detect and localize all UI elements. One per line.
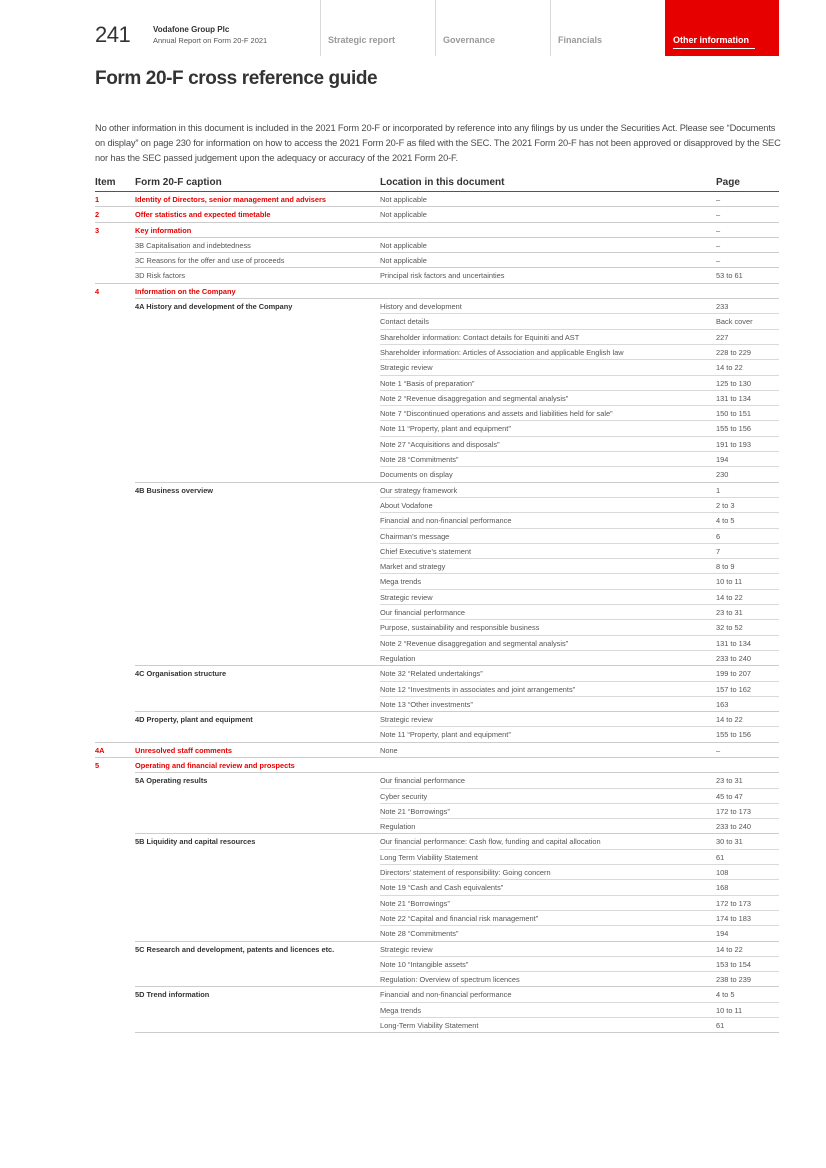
row-location: Regulation [380,822,416,832]
row-page: 157 to 162 [716,684,751,694]
row-page: 228 to 229 [716,347,751,357]
row-location: Note 32 “Related undertakings” [380,669,483,679]
row-caption: 3C Reasons for the offer and use of proceeds [135,256,285,266]
row-page: 153 to 154 [716,959,751,969]
row-page: 14 to 22 [716,715,743,725]
table-row [95,666,779,681]
table-header [95,176,779,192]
row-page: – [716,745,721,755]
row-page: 131 to 134 [716,638,751,648]
header-divider [320,0,321,56]
row-page: 233 to 240 [716,653,751,663]
row-location: Note 10 “Intangible assets” [380,959,469,969]
table-row [95,758,779,773]
table-row [95,682,779,697]
row-location: Note 21 “Borrowings” [380,806,450,816]
row-page: 8 to 9 [716,562,735,572]
row-page: 168 [716,883,729,893]
table-row [95,314,779,329]
row-item-number: 4 [95,286,100,296]
row-page: 238 to 239 [716,975,751,985]
table-row [95,590,779,605]
row-page: 14 to 22 [716,592,743,602]
table-row [95,284,779,299]
table-row [95,544,779,559]
header-item: Item [95,177,116,188]
row-location: Long Term Viability Statement [380,852,478,862]
tab-other-information[interactable] [665,0,779,56]
row-caption: 4A History and development of the Company [135,302,293,312]
tab-other-information-label: Other information [673,35,749,45]
row-location: Mega trends [380,1005,422,1015]
table-row [95,467,779,482]
row-page: 10 to 11 [716,577,743,587]
table-row [95,360,779,375]
row-page: 10 to 11 [716,1005,743,1015]
row-item-number: 4A [95,745,105,755]
table-row [95,865,779,880]
row-location: Not applicable [380,256,427,266]
table-row [95,345,779,360]
row-page: 61 [716,1021,725,1031]
table-row [95,987,779,1002]
row-page: 53 to 61 [716,271,743,281]
table-row [95,957,779,972]
row-page: 155 to 156 [716,730,751,740]
row-location: Note 11 “Property, plant and equipment” [380,424,511,434]
tab-strategic-report[interactable]: Strategic report [328,35,396,45]
row-page: 199 to 207 [716,669,751,679]
table-row [95,498,779,513]
row-location: Shareholder information: Articles of Association and applicable English law [380,347,624,357]
row-caption: 4C Organisation structure [135,669,227,679]
row-location: Chairman’s message [380,531,450,541]
row-caption: 5A Operating results [135,776,208,786]
row-page: 150 to 151 [716,409,751,419]
row-caption: Unresolved staff comments [135,745,232,755]
row-page: 1 [716,485,721,495]
row-location: Our financial performance: Cash flow, funding and capital allocation [380,837,601,847]
row-caption: 4D Property, plant and equipment [135,715,253,725]
table-row [95,223,779,238]
table-row [95,850,779,865]
table-row [95,574,779,589]
table-row [95,697,779,712]
table-row [95,391,779,406]
active-tab-underline [673,48,755,49]
row-location: Our financial performance [380,608,466,618]
row-location: Strategic review [380,592,433,602]
row-page: 233 [716,302,729,312]
row-page: 61 [716,852,725,862]
row-page: 6 [716,531,721,541]
table-row [95,804,779,819]
row-location: Note 28 “Commitments” [380,929,459,939]
row-divider [135,1032,779,1033]
row-location: Note 7 “Discontinued operations and assets and liabilities held for sale” [380,409,613,419]
table-row [95,743,779,758]
row-item-number: 2 [95,210,100,220]
table-row [95,437,779,452]
table-row [95,636,779,651]
row-page: 125 to 130 [716,378,751,388]
table-row [95,651,779,666]
table-row [95,238,779,253]
row-page: 191 to 193 [716,439,751,449]
row-location: Note 21 “Borrowings” [380,898,450,908]
table-row [95,620,779,635]
row-location: Note 11 “Property, plant and equipment” [380,730,511,740]
row-location: Contact details [380,317,429,327]
row-caption: Offer statistics and expected timetable [135,210,271,220]
row-page: 7 [716,546,721,556]
row-location: Not applicable [380,210,427,220]
table-row [95,559,779,574]
table-row [95,330,779,345]
row-caption: Identity of Directors, senior management and advisers [135,195,326,204]
row-caption: 5C Research and development, patents and licences etc. [135,944,335,954]
row-page: 23 to 31 [716,608,743,618]
table-row [95,253,779,268]
page-title: Form 20-F cross reference guide [95,68,378,89]
row-page: 172 to 173 [716,898,751,908]
header-divider [435,0,436,56]
row-page: – [716,210,721,220]
table-row [95,192,779,207]
row-page: – [716,240,721,250]
row-caption: Key information [135,225,192,235]
row-caption: Information on the Company [135,286,236,296]
table-row [95,773,779,788]
table-row [95,421,779,436]
row-caption: 4B Business overview [135,485,214,495]
row-location: Note 1 “Basis of preparation” [380,378,475,388]
row-location: Note 12 “Investments in associates and joint arrangements” [380,684,576,694]
row-location: Not applicable [380,240,427,250]
row-location: Mega trends [380,577,422,587]
row-page: 194 [716,929,729,939]
row-caption: 5D Trend information [135,990,210,1000]
row-page: 30 to 31 [716,837,743,847]
row-location: History and development [380,302,462,312]
row-location: Long-Term Viability Statement [380,1021,479,1031]
table-row [95,896,779,911]
table-row [95,727,779,742]
table-row [95,299,779,314]
intro-paragraph: No other information in this document is included in the 2021 Form 20-F or incorporated by reference into any filings by us under the Securities Act. Please see “Documents on display” on page 230 for information on how to access the 2021 Form 20-F as filed with the SEC. The 2021 Form 20-F has not been approved or disapproved by the SEC nor has the SEC passed judgement upon the adequacy or accuracy of the 2021 Form 20-F. [95,123,781,163]
row-page: 155 to 156 [716,424,751,434]
row-page: 23 to 31 [716,776,743,786]
row-location: Note 13 “Other investments” [380,699,473,709]
header-location: Location in this document [380,177,505,188]
row-caption: 3B Capitalisation and indebtedness [135,240,251,250]
row-location: Note 19 “Cash and Cash equivalents” [380,883,504,893]
row-caption: 5B Liquidity and capital resources [135,837,256,847]
row-location: Regulation: Overview of spectrum licences [380,975,520,985]
page-header [0,0,826,56]
tab-financials[interactable]: Financials [558,35,603,45]
row-location: Note 27 “Acquisitions and disposals” [380,439,500,449]
row-location: Strategic review [380,363,433,373]
row-location: Regulation [380,653,416,663]
row-location: Strategic review [380,715,433,725]
table-row [95,268,779,283]
row-location: Principal risk factors and uncertainties [380,271,505,281]
row-location: Chief Executive’s statement [380,546,472,556]
row-location: Note 2 “Revenue disaggregation and segmental analysis” [380,393,569,403]
row-location: Cyber security [380,791,428,801]
row-location: Shareholder information: Contact details for Equiniti and AST [380,332,580,342]
row-caption: 3D Risk factors [135,271,186,281]
row-page: – [716,225,721,235]
table-row [95,819,779,834]
row-location: Financial and non-financial performance [380,516,512,526]
row-item-number: 5 [95,760,100,770]
table-row [95,1018,779,1033]
row-page: 14 to 22 [716,363,743,373]
row-page: 174 to 183 [716,913,751,923]
row-page: 131 to 134 [716,393,751,403]
table-row [95,712,779,727]
row-page: – [716,256,721,266]
row-location: Directors’ statement of responsibility: Going concern [380,868,551,878]
row-location: Note 22 “Capital and financial risk management” [380,913,539,923]
table-row [95,911,779,926]
row-page: 4 to 5 [716,990,735,1000]
company-name: Vodafone Group Plc [153,25,230,34]
row-location: Our financial performance [380,776,466,786]
table-row [95,972,779,987]
row-page: 14 to 22 [716,944,743,954]
row-location: Not applicable [380,195,427,204]
row-page: 194 [716,455,729,465]
row-page: 163 [716,699,729,709]
row-page: Back cover [716,317,753,327]
table-row [95,376,779,391]
report-name: Annual Report on Form 20-F 2021 [153,36,268,45]
row-item-number: 1 [95,195,100,204]
row-location: Note 28 “Commitments” [380,455,459,465]
row-location: Purpose, sustainability and responsible business [380,623,540,633]
row-page: 230 [716,470,729,480]
row-location: Our strategy framework [380,485,458,495]
row-location: Note 2 “Revenue disaggregation and segmental analysis” [380,638,569,648]
header-divider [550,0,551,56]
row-page: 4 to 5 [716,516,735,526]
table-row [95,880,779,895]
table-row [95,1003,779,1018]
row-item-number: 3 [95,225,100,235]
table-row [95,834,779,849]
table-row [95,406,779,421]
table-row [95,926,779,941]
row-page: 2 to 3 [716,500,735,510]
row-location: Strategic review [380,944,433,954]
row-page: 227 [716,332,729,342]
row-location: About Vodafone [380,500,433,510]
row-location: Documents on display [380,470,453,480]
page-number: 241 [95,22,131,47]
table-body [95,192,779,1033]
table-row [95,942,779,957]
table-row [95,207,779,222]
table-row [95,483,779,498]
header-page: Page [716,177,740,188]
row-page: 45 to 47 [716,791,743,801]
table-row [95,513,779,528]
row-page: 32 to 52 [716,623,743,633]
row-location: Financial and non-financial performance [380,990,512,1000]
header-caption: Form 20-F caption [135,177,222,188]
table-row [95,529,779,544]
row-page: – [716,195,721,204]
row-page: 108 [716,868,729,878]
row-page: 172 to 173 [716,806,751,816]
table-row [95,605,779,620]
row-page: 233 to 240 [716,822,751,832]
cross-reference-table [95,176,779,1033]
table-row [95,789,779,804]
tab-governance[interactable]: Governance [443,35,496,45]
row-location: None [380,745,398,755]
table-row [95,452,779,467]
row-location: Market and strategy [380,562,446,572]
row-caption: Operating and financial review and prospects [135,760,295,770]
